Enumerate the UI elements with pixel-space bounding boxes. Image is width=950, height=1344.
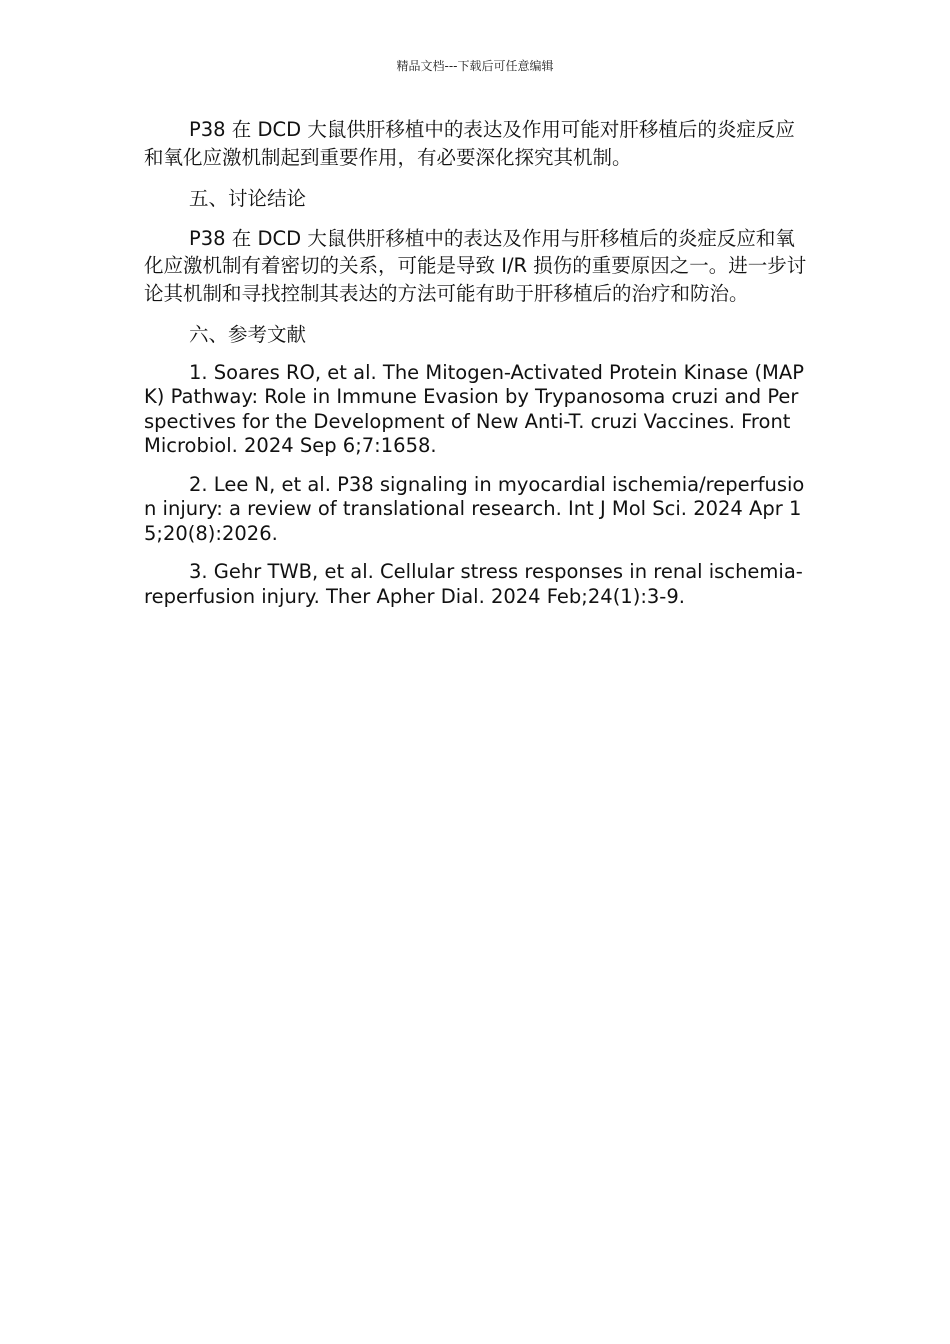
paragraph-p38-role: P38 在 DCD 大鼠供肝移植中的表达及作用可能对肝移植后的炎症反应和氧化应激机制起到重要作用，有必要深化探究其机制。 [144,118,795,169]
paragraph-conclusion: P38 在 DCD 大鼠供肝移植中的表达及作用与肝移植后的炎症反应和氧化应激机制有着密切的关系，可能是导致 I/R 损伤的重要原因之一。进一步讨论其机制和寻找控制其表达的方法可能有助于肝移植后的治疗和防治。 [144,226,807,305]
reference-item-1: 1. Soares RO, et al. The Mitogen-Activated Protein Kinase (MAPK) Pathway: Role in Immune Evasion by Trypanosoma cruzi and Perspectives for the Development of New Anti-T. cruzi Vaccines. Front Microbiol. 2024 Sep 6;7:1658. [144,360,804,457]
section-heading-discussion: 五、讨论结论 [189,187,307,210]
page-header: 精品文档---下载后可任意编辑 [396,59,554,73]
reference-item-3: 3. Gehr TWB, et al. Cellular stress responses in renal ischemia-reperfusion injury. Ther Apher Dial. 2024 Feb;24(1):3-9. [144,560,803,608]
document-body [144,116,808,623]
reference-item-2: 2. Lee N, et al. P38 signaling in myocardial ischemia/reperfusion injury: a review of translational research. Int J Mol Sci. 2024 Apr 15;20(8):2026. [144,472,805,545]
section-heading-references: 六、参考文献 [189,323,307,346]
